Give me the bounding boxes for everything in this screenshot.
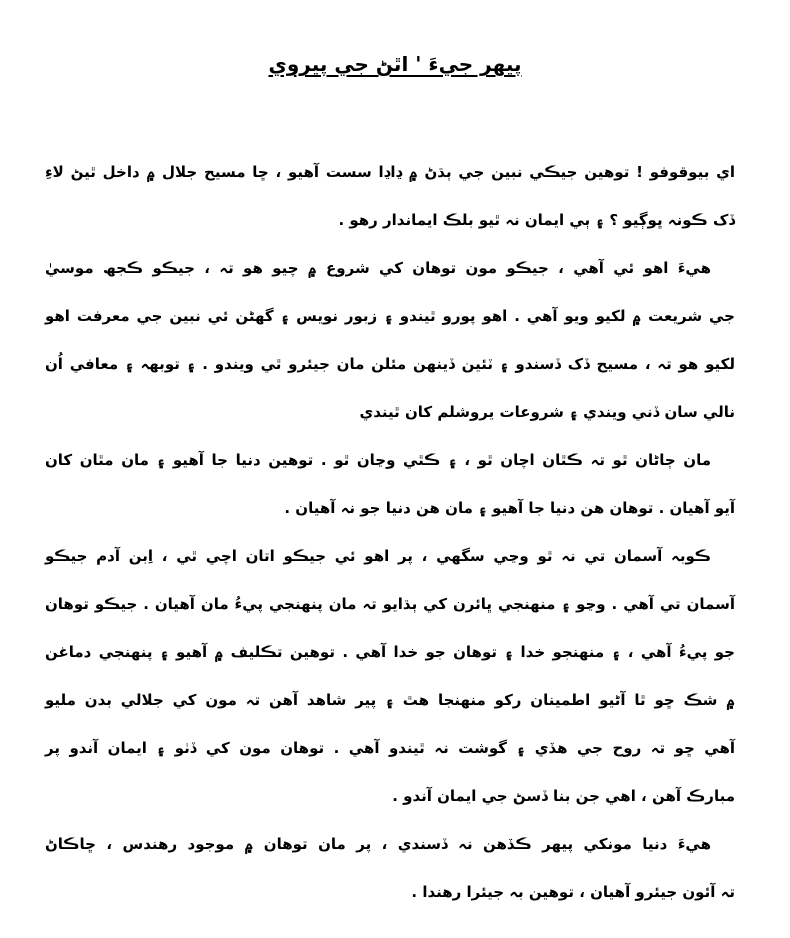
text-line: نالي سان ڏني ويندي ۽ شروعات يروشلم کان ٿيندي	[359, 403, 735, 421]
text-line: لکيو هو تہ ، مسيح ڏک ڏسندو ۽ ٽئين ڏينهن مئلن مان جيئرو ٿي ويندو . ۽ توبهہ ۽ معافي اُن	[45, 355, 735, 373]
text-line: جو پيءُ آهي ، ۽ منهنجو خدا ۽ توهان جو خدا آهي . توهين تڪليف ۾ آهيو ۽ پنهنجي دماغن	[45, 643, 735, 661]
text-line: ڪوبہ آسمان تي نہ ٿو وڃي سگهي ، پر اهو ئي جيڪو اتان اچي ٿي ، اِبن آدم جيڪو	[45, 547, 711, 565]
text-line: هيءَ دنيا مونکي پيهر ڪڏهن نہ ڏسندي ، پر مان توهان ۾ موجود رهندس ، ڇاڪاڻ	[45, 835, 711, 853]
document-body	[45, 150, 735, 918]
text-line: مبارڪ آهن ، اهي جن بنا ڏسڻ جي ايمان آندو .	[392, 787, 735, 805]
text-line: مان ڄاڻان ٿو تہ ڪٿان اچان ٿو ، ۽ ڪٿي وڃان ٿو . توهين دنيا جا آهيو ۽ مان مٿان کان	[45, 451, 711, 469]
text-line: هيءَ اهو ئي آهي ، جيڪو مون توهان کي شروع ۾ چيو هو تہ ، جيڪو ڪجھ موسيٰ	[45, 259, 711, 277]
text-line: آسمان تي آهي . وڃو ۽ منهنجي ڀائرن کي ٻڌايو تہ مان پنهنجي پيءُ مان آهيان . جيڪو توهان	[45, 595, 735, 613]
text-line: ڏک ڪونہ ڀوڳيو ؟ ۽ ٻي ايمان نہ ٿيو بلڪ ايماندار رهو .	[338, 211, 735, 229]
text-line: ۾ شڪ ڇو ٿا آڻيو اطمينان رکو منهنجا هٿ ۽ پير شاهد آهن تہ مون کي جلالي بدن مليو	[45, 691, 735, 709]
text-line: تہ آئون جيئرو آهيان ، توهين بہ جيئرا رهندا .	[411, 883, 735, 901]
text-line: آيو آهيان . توهان هن دنيا جا آهيو ۽ مان هن دنيا جو نہ آهيان .	[284, 499, 735, 517]
document-title: پيهر جيءَ ' اٿڻ جي پيروي	[268, 52, 522, 76]
text-line: اي بيوقوفو ! توهين جيڪي نبين جي ٻڌڻ ۾ ڍاڍا سست آهيو ، ڇا مسيح جلال ۾ داخل ٿيڻ لاءِ	[45, 163, 735, 181]
text-line: جي شريعت ۾ لکيو ويو آهي . اهو پورو ٿيندو ۽ زبور نويس ۽ گهڻن ئي نبين جي معرفت اهو	[45, 307, 735, 325]
text-line: آهي ڇو تہ روح جي هڏي ۽ گوشت نہ ٿيندو آهي . توهان مون کي ڏٺو ۽ ايمان آندو پر	[45, 739, 735, 757]
